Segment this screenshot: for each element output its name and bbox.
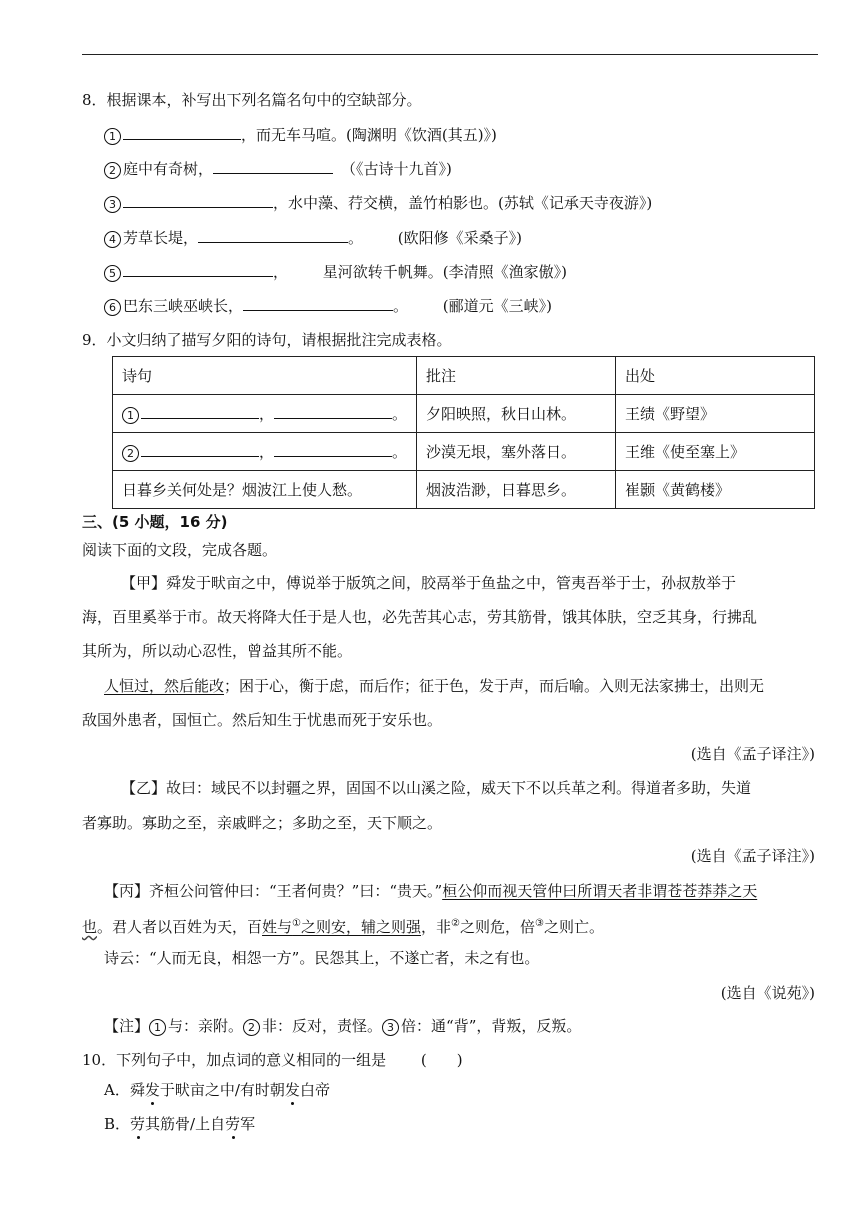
footnote-label: 【注】 [104,1017,150,1035]
table-cell-source: 王绩《野望》 [616,395,815,433]
q9-stem: 9．小文归纳了描写夕阳的诗句，请根据批注完成表格。 [82,331,452,349]
passage-jia-line: 海，百里奚举于市。故天将降大任于是人也，必先苦其心志，劳其筋骨，饿其体肤，空乏其身，行拂乱 [82,608,758,626]
q8-item-2-number: 2 [104,162,121,179]
q8-item-6-pre: 巴东三峡巫峡长， [123,297,244,315]
passage-text: 之则安，辅之则强 [301,918,422,936]
option-text: A．舜 [104,1081,145,1099]
table-row-number: 1 [122,407,139,424]
footnote-number: 1 [149,1019,166,1036]
q9-table [112,356,815,509]
comma: ， [259,443,275,461]
section-intro: 阅读下面的文段，完成各题。 [82,541,278,559]
option-text: 于畎亩之中/有时朝 [159,1081,285,1099]
q8-item-4-text: 。 (欧阳修《采桑子》) [348,229,522,247]
table-cell-source: 崔颢《黄鹤楼》 [616,471,815,509]
footnote-number: 2 [243,1019,260,1036]
table-cell-poem: 日暮乡关何处是？烟波江上使人愁。 [113,471,417,509]
passage-text: 【丙】齐桓公问管仲曰：“王者何贵？”曰：“贵天。” [104,882,443,900]
passage-bing-line [82,914,604,937]
q8-item-2-pre: 庭中有奇树， [123,160,214,178]
q8-item-1-number: 1 [104,128,121,145]
passage-source: (选自《说苑》) [720,984,815,1002]
period: 。 [392,443,408,461]
table-header-row [113,357,815,395]
passage-text: ，非 [421,918,452,936]
q8-item-1 [104,124,497,145]
footnote-marker: ② [451,918,461,929]
passage-text: 。君人者以百姓为天，百 [97,918,263,936]
q10-option-b[interactable] [104,1114,255,1134]
answer-blank[interactable] [141,403,259,419]
passage-yi-line: 【乙】故曰：域民不以封疆之界，固国不以山溪之险，威天下不以兵革之利。得道者多助，失道 [121,779,752,797]
table-cell-note: 夕阳映照，秋日山林。 [417,395,616,433]
section-title: 三、(5 小题，16 分) [82,513,228,531]
q8-item-5-number: 5 [104,265,121,282]
answer-blank[interactable] [198,227,348,243]
table-header-cell: 批注 [417,357,616,395]
q8-item-2-text: （《古诗十九首》) [341,160,452,178]
q10-option-a[interactable] [104,1080,330,1100]
dotted-word: 劳 [225,1115,241,1133]
option-text: 军 [240,1115,256,1133]
answer-blank[interactable] [274,403,392,419]
passage-text: 之则危，倍 [460,918,536,936]
wavy-underlined-text: 也 [82,918,98,936]
footnote-text: 非：反对，责怪。 [262,1017,383,1035]
q8-item-4-pre: 芳草长堤， [123,229,199,247]
q8-item-3-number: 3 [104,196,121,213]
q10-stem: 10．下列句子中，加点词的意义相同的一组是 ( ) [82,1051,463,1069]
q8-item-1-text: ，而无车马喧。(陶渊明《饮酒(其五)》) [241,126,497,144]
answer-blank[interactable] [123,261,273,277]
table-header-cell: 出处 [616,357,815,395]
underlined-sentence: 人恒过，然后能改 [104,677,225,695]
passage-text: 之则亡。 [544,918,605,936]
footnote-marker: ③ [535,918,544,929]
table-cell-source: 王维《使至塞上》 [616,433,815,471]
q8-item-2 [104,158,452,179]
table-row [113,471,815,509]
passage-yi-line: 者寡助。寡助之至，亲戚畔之；多助之至，天下顺之。 [82,814,443,832]
comma: ， [259,405,275,423]
answer-blank[interactable] [274,441,392,457]
answer-blank[interactable] [213,158,333,174]
q8-item-5 [104,261,567,282]
table-row-number: 2 [122,445,139,462]
q8-item-3-text: ，水中藻、荇交横，盖竹柏影也。(苏轼《记承天寺夜游》) [273,194,653,212]
q8-item-4-number: 4 [104,231,121,248]
period: 。 [392,405,408,423]
q8-item-3 [104,192,652,213]
table-cell-note: 沙漠无垠，塞外落日。 [417,433,616,471]
option-text: B． [104,1115,131,1133]
answer-blank[interactable] [141,441,259,457]
option-text: 其筋骨/上自 [145,1115,226,1133]
q8-item-6 [104,295,552,316]
underlined-sentence: 桓公仰而视天管仲曰所谓天者非谓苍苍莽莽之天 [442,882,758,900]
table-cell-note: 烟波浩渺，日暮思乡。 [417,471,616,509]
q8-item-5-text: ， 星河欲转千帆舞。(李清照《渔家傲》) [273,263,567,281]
passage-bing-line: 诗云：“人而无良，相怨一方”。民怨其上，不遂亡者，未之有也。 [104,949,540,967]
passage-bing-line [104,881,757,901]
dotted-word: 劳 [130,1115,146,1133]
passage-text: ；困于心，衡于虑，而后作；征于色，发于声，而后喻。入则无法家拂士，出则无 [224,677,765,695]
q8-stem: 8．根据课本，补写出下列名篇名句中的空缺部分。 [82,91,422,109]
passage-source: (选自《孟子译注》) [690,847,815,865]
passage-source: (选自《孟子译注》) [690,745,815,763]
passage-text: 姓与 [262,918,293,936]
footnote [104,1016,581,1036]
table-row [113,395,815,433]
dotted-word: 发 [284,1081,300,1099]
footnote-text: 倍：通“背”，背叛，反叛。 [401,1017,582,1035]
footnote-marker: ① [292,918,302,929]
table-row [113,433,815,471]
table-cell-poem [113,395,417,433]
option-text: 白帝 [299,1081,330,1099]
answer-blank[interactable] [243,295,393,311]
passage-jia-line: 敌国外患者，国恒亡。然后知生于忧患而死于安乐也。 [82,711,443,729]
underlined-sentence [262,918,421,936]
passage-jia-line: 【甲】舜发于畎亩之中，傅说举于版筑之间，胶鬲举于鱼盐之中，管夷吾举于士，孙叔敖举于 [121,574,737,592]
footnote-number: 3 [382,1019,399,1036]
passage-jia-line [104,676,764,696]
passage-jia-line: 其所为，所以动心忍性，曾益其所不能。 [82,642,353,660]
table-header-cell: 诗句 [113,357,417,395]
answer-blank[interactable] [123,124,241,140]
table-cell-poem [113,433,417,471]
answer-blank[interactable] [123,192,273,208]
dotted-word: 发 [144,1081,160,1099]
header-rule [82,54,818,55]
q8-item-6-number: 6 [104,299,121,316]
footnote-text: 与：亲附。 [168,1017,244,1035]
q8-item-6-text: 。 (郦道元《三峡》) [393,297,552,315]
q8-item-4 [104,227,522,248]
